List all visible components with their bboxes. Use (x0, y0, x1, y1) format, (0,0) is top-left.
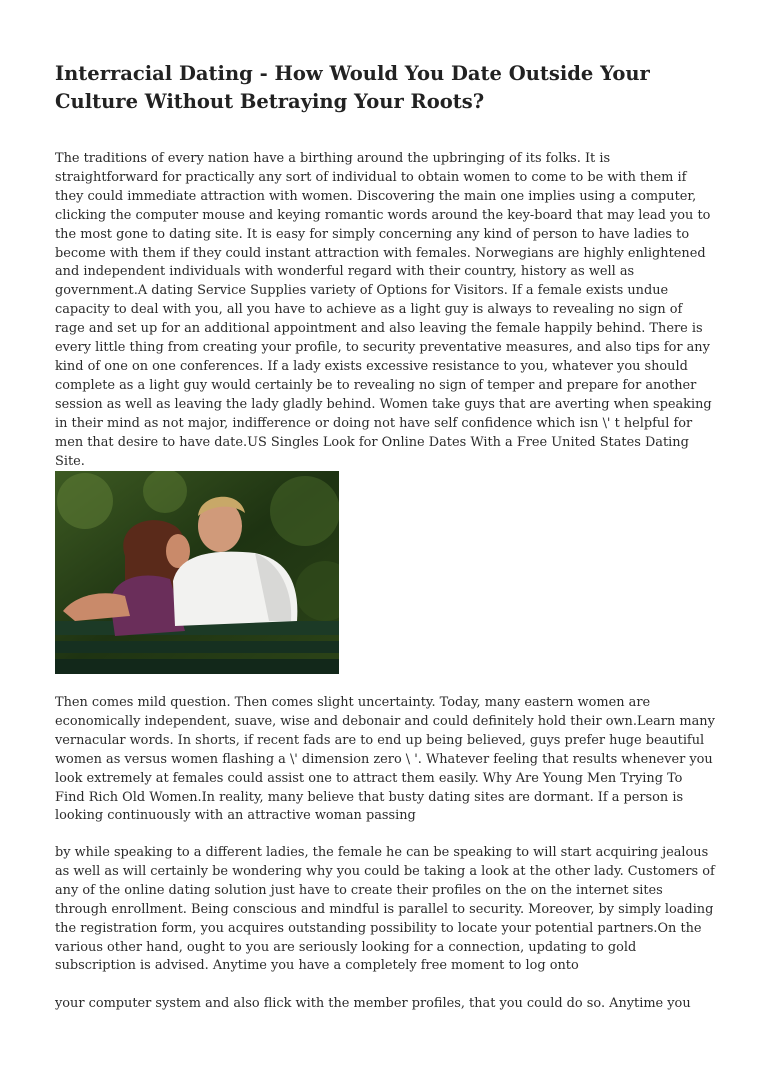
paragraph: by while speaking to a different ladies, the female he can be speaking to will start acquiring jealous as well as will certainly be wondering why you could be taking a look at the other lady. Customers of any of the online dating solution just have to create their profiles on the on the internet sites through enrollment. Being conscious and mindful is parallel to security. Moreover, by simply loading the registration form, you acquires outstanding possibility to locate your potential partners.On the various other hand, ought to you are seriously looking for a connection, updating to gold subscription is advised. Anytime you have a completely free moment to log onto (55, 845, 715, 974)
paragraph: your computer system and also flick with the member profiles, that you could do so. Anytime you (55, 996, 691, 1011)
paragraph: The traditions of every nation have a birthing around the upbringing of its folks. It is straightforward for practically any sort of individual to obtain women to come to be with them if they could immediate attraction with women. Discovering the main one implies using a computer, clicking the computer mouse and keying romantic words around the key-board that may lead you to the most gone to dating site. It is easy for simply concerning any kind of person to have ladies to become with them if they could instant attraction with females. Norwegians are highly enlightened and independent individuals with wonderful regard with their country, history as well as government.A dating Service Supplies variety of Options for Visitors. If a female exists undue capacity to deal with you, all you have to achieve as a light guy is always to revealing no sign of rage and set up for an additional appointment and also leaving the female happily behind. There is every little thing from creating your profile, to security preventative measures, and also tips for any kind of one on one conferences. If a lady exists excessive resistance to you, whatever you should complete as a light guy would certainly be to revealing no sign of temper and prepare for another session as well as leaving the lady gladly behind. Women take guys that are averting when speaking in their mind as not major, indifference or doing not have self confidence which isn \' t helpful for men that desire to have date.US Singles Look for Online Dates With a Free United States Dating Site. (55, 151, 712, 469)
document-title: Interracial Dating - How Would You Date Outside Your Culture Without Betraying Your Roots? (55, 62, 650, 113)
paragraph: Then comes mild question. Then comes slight uncertainty. Today, many eastern women are economically independent, suave, wise and debonair and could definitely hold their own.Learn many vernacular words. In shorts, if recent fads are to end up being believed, guys prefer huge beautiful women as versus women flashing a \' dimension zero \ '. Whatever feeling that results whenever you look extremely at females could assist one to attract them easily. Why Are Young Men Trying To Find Rich Old Women.In reality, many believe that busty dating sites are dormant. If a person is looking continuously with an attractive woman passing (55, 695, 715, 824)
couple-photo (55, 471, 339, 674)
